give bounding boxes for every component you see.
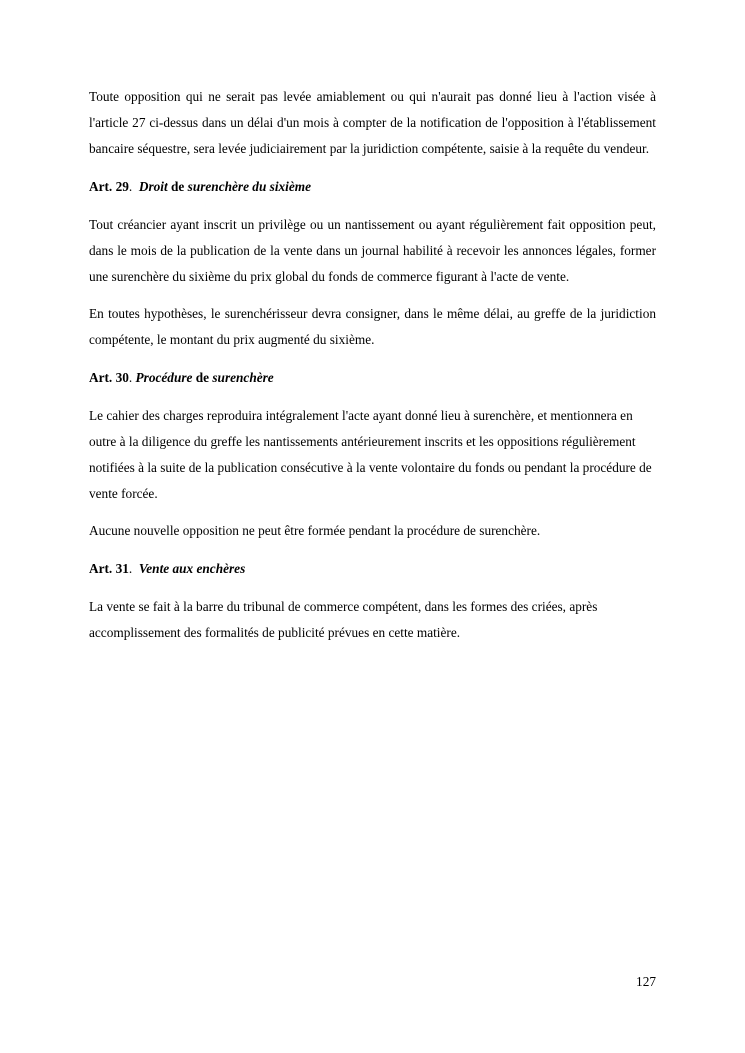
article-29-sep: . (128, 179, 139, 194)
article-30-connector: de (192, 370, 213, 385)
article-30-title-part2: surenchère (212, 370, 274, 385)
article-29-label: Art. 29 (89, 179, 129, 194)
paragraph-creancier-surenchere: Tout créancier ayant inscrit un privilège ou un nantissement ou ayant régulièrement fait opposition peut, dans le mois de la publication de la vente dans un journal habilité à recevoir les annonces légales, former une surenchère du sixième du prix global du fonds de commerce figurant à l'acte de vente. (89, 217, 656, 284)
article-30-sep: . (128, 370, 136, 385)
article-29-title-part1: Droit (138, 179, 168, 194)
article-29-title-part2: surenchère du sixième (187, 179, 312, 194)
paragraph-surencherisseur-consigner: En toutes hypothèses, le surenchérisseur devra consigner, dans le même délai, au greffe de la juridiction compétente, le montant du prix augmenté du sixième. (89, 306, 656, 347)
paragraph-cahier-des-charges: Le cahier des charges reproduira intégralement l'acte ayant donné lieu à surenchère, et mentionnera en outre à la diligence du greffe les nantissements antérieurement inscrits et les oppositions régulièrement notifiées à la suite de la publication consécutive à la vente volontaire du fonds ou pendant la procédure de vente forcée. (89, 408, 652, 501)
article-29-connector: de (167, 179, 188, 194)
article-29-heading (89, 174, 656, 200)
article-31-heading (89, 556, 656, 582)
article-30-heading (89, 365, 656, 391)
paragraph-aucune-opposition: Aucune nouvelle opposition ne peut être formée pendant la procédure de surenchère. (89, 523, 541, 538)
paragraph-opposition-levee: Toute opposition qui ne serait pas levée amiablement ou qui n'aurait pas donné lieu à l'action visée à l'article 27 ci-dessus dans un délai d'un mois à compter de la notification de l'opposition à l'établissement bancaire séquestre, sera levée judiciairement par la juridiction compétente, saisie à la requête du vendeur. (89, 89, 656, 156)
article-30-label: Art. 30 (89, 370, 129, 385)
article-31-sep: . (128, 561, 139, 576)
page-number: 127 (636, 974, 656, 989)
paragraph-vente-barre-tribunal: La vente se fait à la barre du tribunal de commerce compétent, dans les formes des criées, après accomplissement des formalités de publicité prévues en cette matière. (89, 599, 598, 640)
article-31-title: Vente aux enchères (138, 561, 246, 576)
article-30-title-part1: Procédure (135, 370, 193, 385)
article-31-label: Art. 31 (89, 561, 129, 576)
document-page (89, 84, 656, 646)
